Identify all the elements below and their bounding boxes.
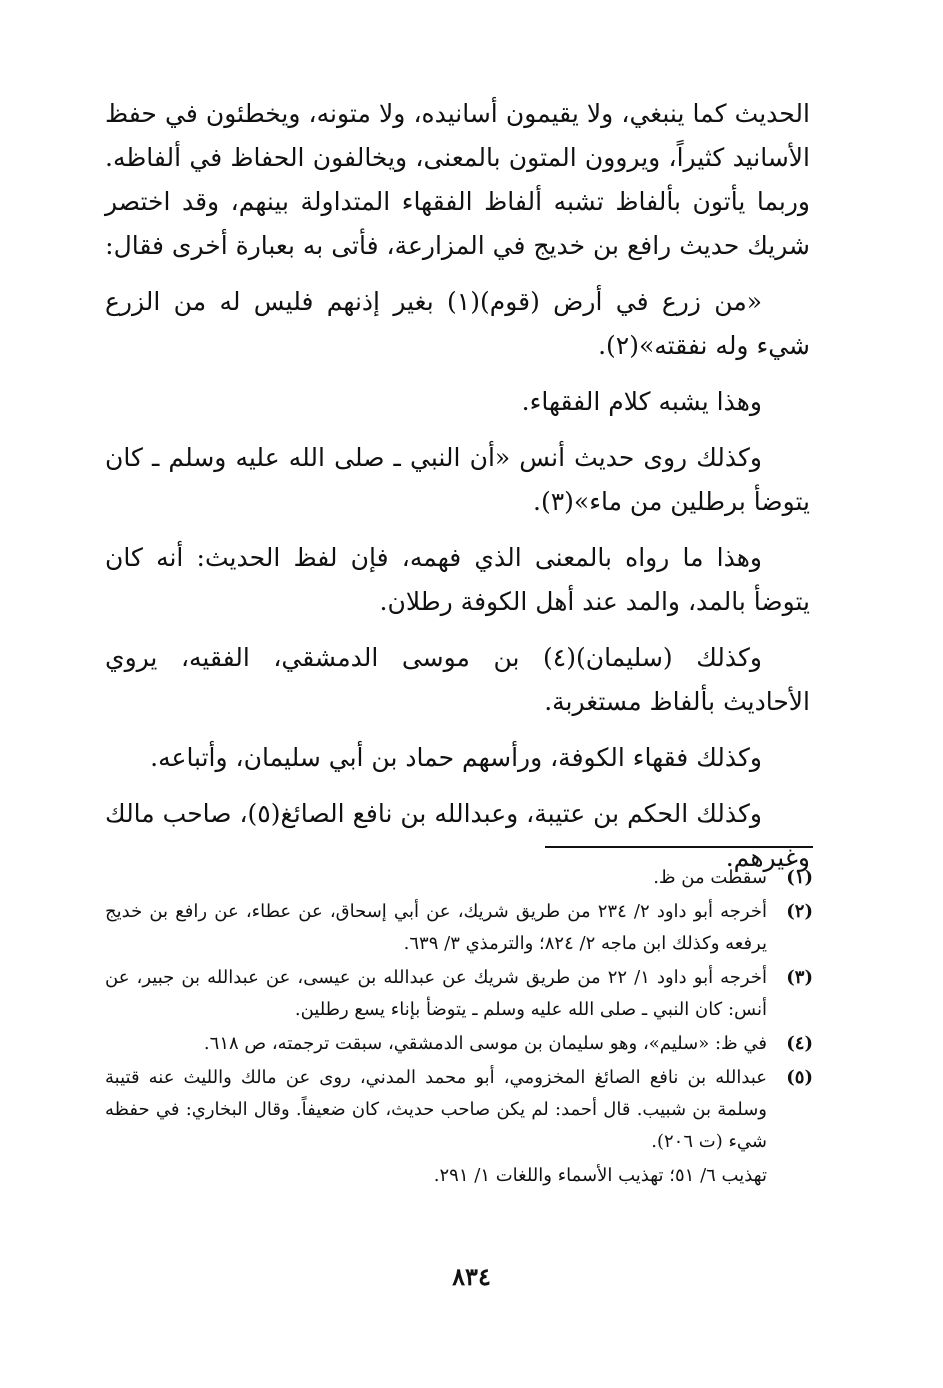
footnote-number: (٤) xyxy=(786,1033,813,1054)
footnote-continuation: تهذيب ٦/ ٥١؛ تهذيب الأسماء واللغات ١/ ٢٩١. xyxy=(433,1165,767,1186)
page-number: ٨٣٤ xyxy=(452,1262,491,1291)
footnote-text: أخرجه أبو داود ٢/ ٢٣٤ من طريق شريك، عن أبي إسحاق، عن عطاء، عن رافع بن خديج يرفعه وكذلك ابن ماجه ٢/ ٨٢٤؛ والترمذي ٣/ ٦٣٩. xyxy=(105,901,767,954)
footnote-number: (٢) xyxy=(786,901,813,922)
main-text xyxy=(105,92,810,892)
footnote-number: (٣) xyxy=(786,967,813,988)
footnote-1 xyxy=(105,862,813,894)
footnote-4 xyxy=(105,1028,813,1060)
footnotes xyxy=(105,862,813,1194)
paragraph-5: وهذا ما رواه بالمعنى الذي فهمه، فإن لفظ الحديث: أنه كان يتوضأ بالمد، والمد عند أهل الكوفة رطلان. xyxy=(105,543,810,616)
paragraph-1: الحديث كما ينبغي، ولا يقيمون أسانيده، ولا متونه، ويخطئون في حفظ الأسانيد كثيراً، ويروون المتون بالمعنى، ويخالفون الحفاظ في ألفاظه. وربما يأتون بألفاظ تشبه ألفاظ الفقهاء المتداولة بينهم، وقد اختصر شريك حديث رافع بن خديج في المزارعة، فأتى به بعبارة أخرى فقال: xyxy=(105,99,810,260)
footnote-3 xyxy=(105,962,813,1026)
paragraph-4: وكذلك روى حديث أنس «أن النبي ـ صلى الله عليه وسلم ـ كان يتوضأ برطلين من ماء»(٣). xyxy=(105,443,810,516)
footnote-text: عبدالله بن نافع الصائغ المخزومي، أبو محمد المدني، روى عن مالك والليث عنه قتيبة وسلمة بن شبيب. قال أحمد: لم يكن صاحب حديث، كان ضعيفاً. وقال البخاري: في حفظه شيء (ت ٢٠٦). xyxy=(105,1067,767,1152)
footnote-text: في ظ: «سليم»، وهو سليمان بن موسى الدمشقي، سبقت ترجمته، ص ٦١٨. xyxy=(203,1033,767,1054)
footnote-5 xyxy=(105,1062,813,1158)
footnote-2 xyxy=(105,896,813,960)
footnote-text: أخرجه أبو داود ١/ ٢٢ من طريق شريك عن عبدالله بن عيسى، عن عبدالله بن جبير، عن أنس: كان النبي ـ صلى الله عليه وسلم ـ يتوضأ بإناء يسع رطلين. xyxy=(105,967,767,1020)
paragraph-8: وكذلك الحكم بن عتيبة، وعبدالله بن نافع الصائغ(٥)، صاحب مالك وغيرهم. xyxy=(105,799,810,872)
footnote-text: سقطت من ظ. xyxy=(653,867,767,888)
paragraph-7: وكذلك فقهاء الكوفة، ورأسهم حماد بن أبي سليمان، وأتباعه. xyxy=(150,743,762,772)
paragraph-2-quote: «من زرع في أرض (قوم)(١) بغير إذنهم فليس له من الزرع شيء وله نفقته»(٢). xyxy=(105,287,810,360)
paragraph-3: وهذا يشبه كلام الفقهاء. xyxy=(521,387,762,416)
footnote-separator xyxy=(545,846,813,848)
paragraph-6: وكذلك (سليمان)(٤) بن موسى الدمشقي، الفقيه، يروي الأحاديث بألفاظ مستغربة. xyxy=(105,643,810,716)
footnote-number: (١) xyxy=(786,867,813,888)
footnote-number: (٥) xyxy=(786,1067,813,1088)
